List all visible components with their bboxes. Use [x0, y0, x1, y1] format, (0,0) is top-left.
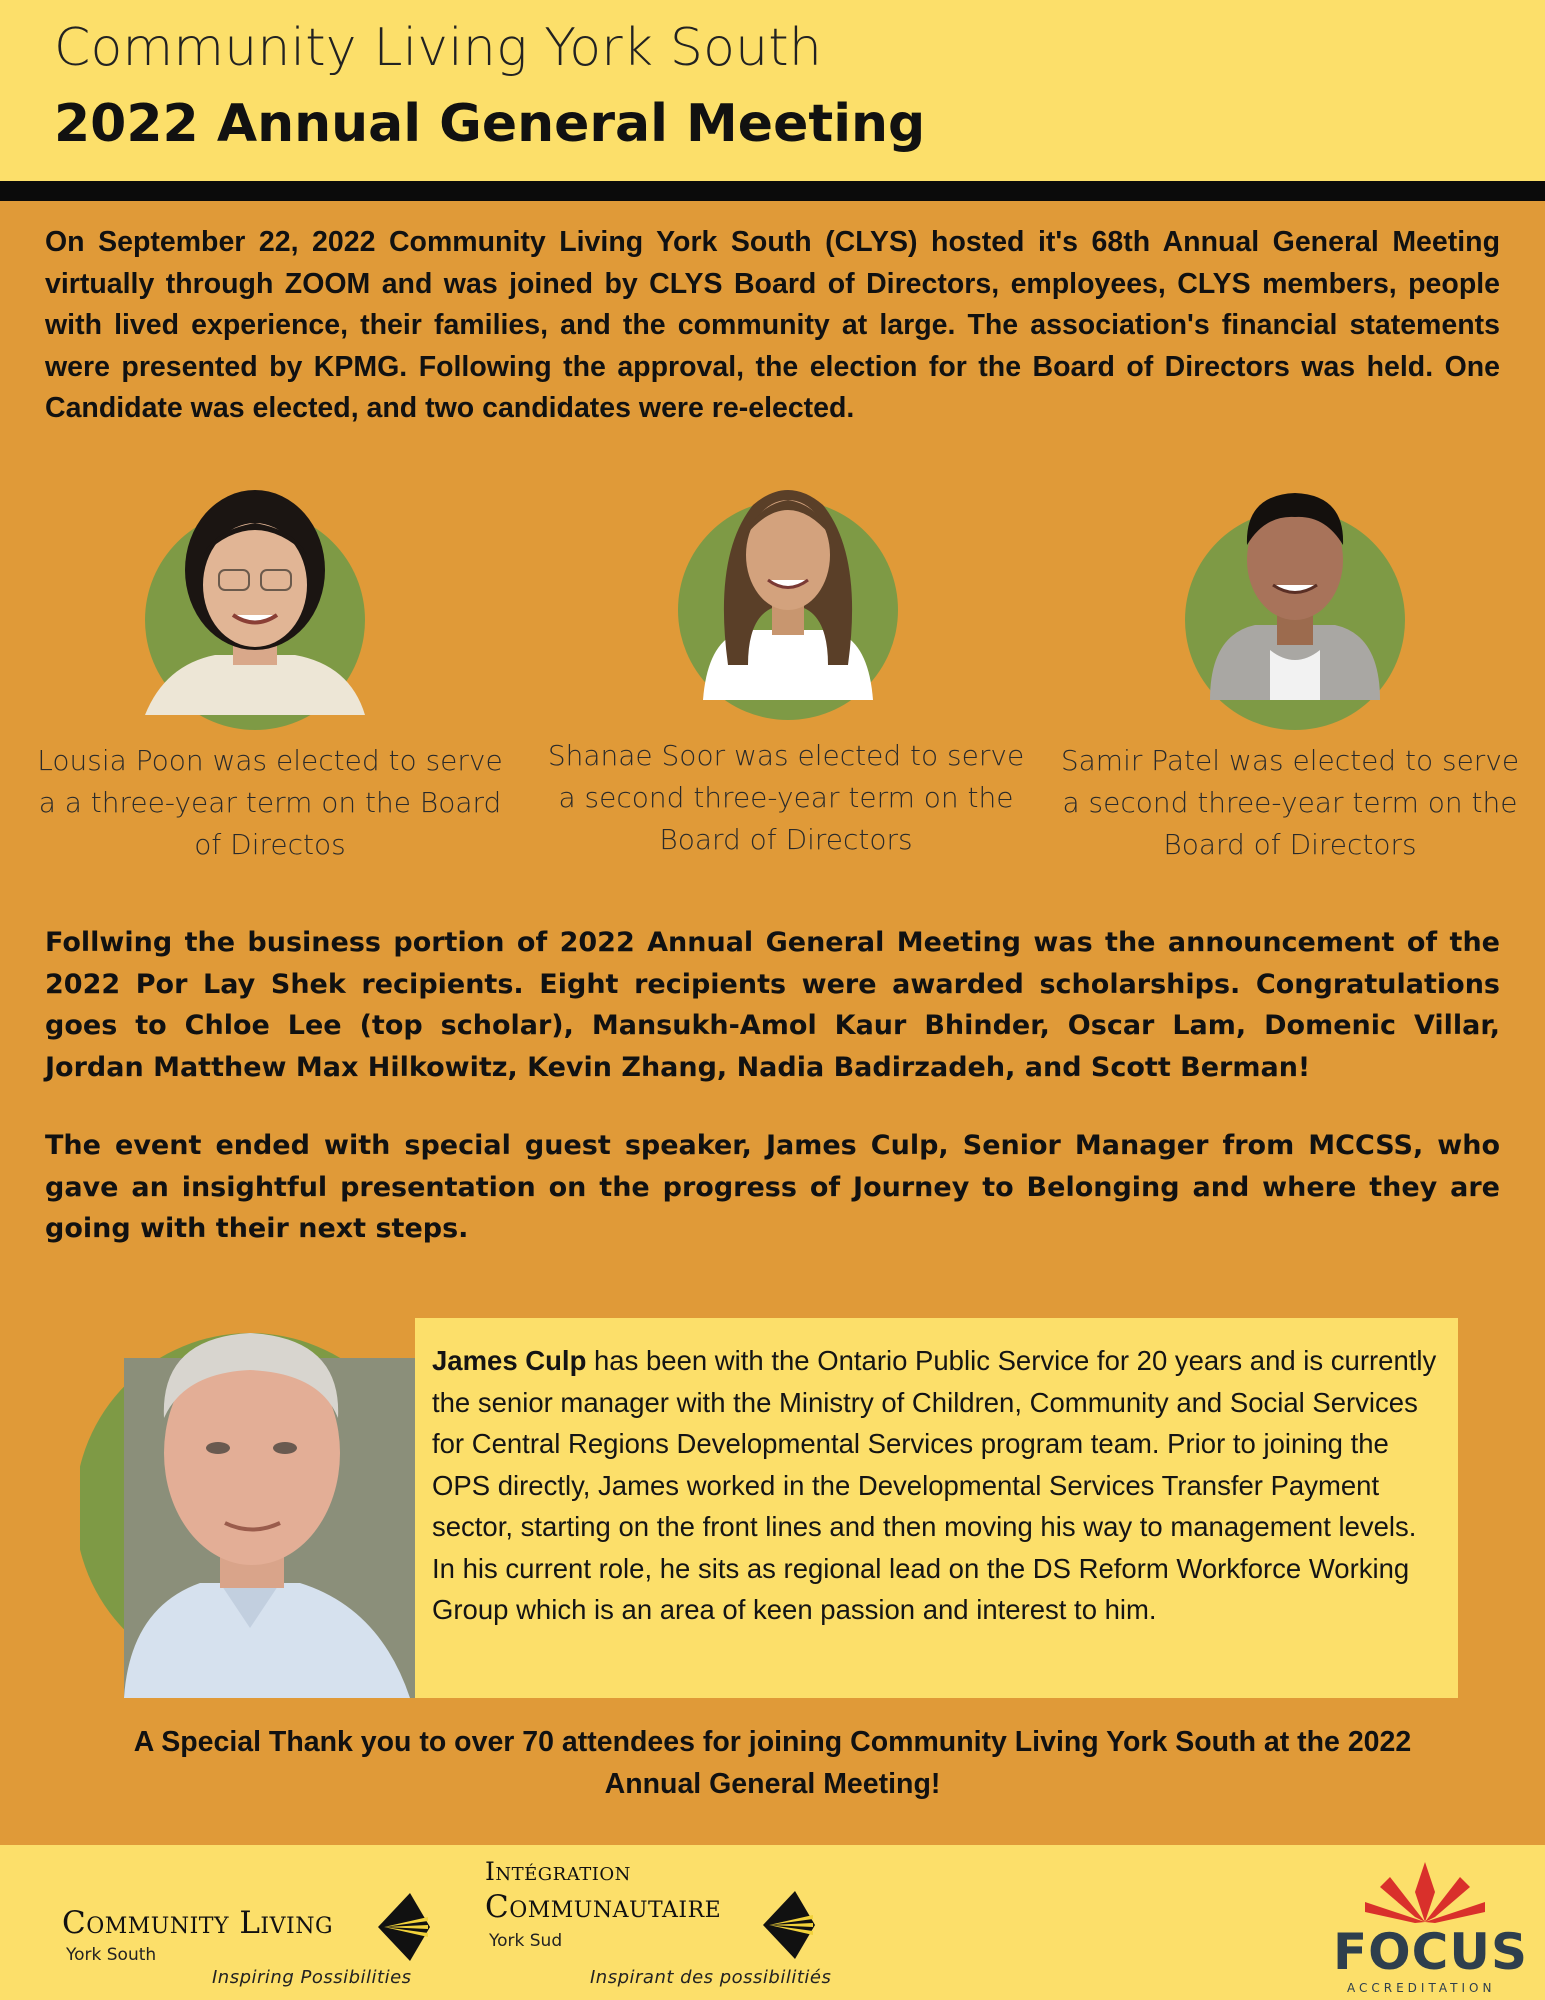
logo-en-tagline: Inspiring Possibilities: [212, 1967, 412, 1988]
page-title: 2022 Annual General Meeting: [54, 94, 926, 154]
portrait-man-grey-hair: [80, 1278, 420, 1698]
logo-fr-line1: Intégration: [485, 1857, 631, 1886]
speaker-name: James Culp: [432, 1345, 587, 1376]
organization-name: Community Living York South: [54, 18, 823, 78]
speaker-bio-text: [432, 1340, 1442, 1631]
speaker-paragraph: The event ended with special guest speaker, James Culp, Senior Manager from MCCSS, who gave an insightful presentation on the progress of Journey to Belonging and where they are going with their next steps.: [45, 1130, 1500, 1244]
diamond-logo-icon: [755, 1885, 819, 1965]
page-footer: [0, 1845, 1545, 2000]
integration-communautaire-logo: [485, 1855, 865, 1990]
portrait-man-hoodie: [1185, 475, 1405, 715]
maple-leaf-icon: [1360, 1857, 1490, 1927]
speaker-photo-james-culp: [80, 1278, 420, 1698]
logo-en-name: Community Living: [62, 1905, 334, 1941]
logo-fr-tagline: Inspirant des possibilitiés: [590, 1967, 832, 1988]
director-photo-samir-patel: [1185, 475, 1405, 715]
focus-accreditation-logo: [1325, 1857, 1528, 1997]
logo-en-location: York South: [66, 1945, 157, 1965]
intro-paragraph: On September 22, 2022 Community Living York South (CLYS) hosted it's 68th Annual General Meeting virtually through ZOOM and was joined by CLYS Board of Directors, employees, CLYS members, people with lived experience, their families, and the community at large. The association's financial statements were presented by KPMG. Following the approval, the election for the Board of Directors was held. One Candidate was elected, and two candidates were re-elected.: [45, 226, 1500, 424]
logo-fr-location: York Sud: [489, 1931, 563, 1951]
community-living-logo: [62, 1867, 442, 1987]
scholarship-paragraph: Follwing the business portion of 2022 Annual General Meeting was the announcement of the 2022 Por Lay Shek recipients. Eight recipients were awarded scholarships. Congratulations goes to Chloe Lee (top scholar), Mansukh-Amol Kaur Bhinder, Oscar Lam, Domenic Villar, Jordan Matthew Max Hilkowitz, Kevin Zhang, Nadia Badirzadeh, and Scott Berman!: [45, 927, 1500, 1083]
focus-wordmark: FOCUS: [1333, 1923, 1528, 1981]
diamond-logo-icon: [370, 1887, 434, 1967]
thank-you-message: A Special Thank you to over 70 attendees for joining Community Living York South at the 2022 Annual General Meeting!: [133, 1726, 1412, 1800]
portrait-woman-long-hair: [678, 465, 898, 705]
director-photo-lousia-poon: [145, 475, 365, 715]
portrait-woman-glasses: [145, 475, 365, 715]
speaker-bio-body: has been with the Ontario Public Service for 20 years and is currently the senior manager with the Ministry of Children, Community and Social Services for Central Regions Developmental Services program team. Prior to joining the OPS directly, James worked in the Developmental Services Transfer Payment sector, starting on the front lines and then moving his way to management levels. In his current role, he sits as regional lead on the DS Reform Workforce Working Group which is an area of keen passion and interest to him.: [432, 1345, 1437, 1625]
director-caption: Shanae Soor was elected to serve a second three-year term on the Board of Directors: [547, 739, 1025, 856]
director-caption: Lousia Poon was elected to serve a a three-year term on the Board of Directos: [37, 744, 503, 861]
director-caption: Samir Patel was elected to serve a second three-year term on the Board of Directors: [1060, 744, 1520, 861]
logo-fr-line2: Communautaire: [485, 1889, 722, 1925]
page-header: [0, 0, 1545, 181]
header-divider: [0, 181, 1545, 201]
director-photo-shanae-soor: [678, 465, 898, 705]
focus-subtitle: ACCREDITATION: [1347, 1981, 1496, 1995]
